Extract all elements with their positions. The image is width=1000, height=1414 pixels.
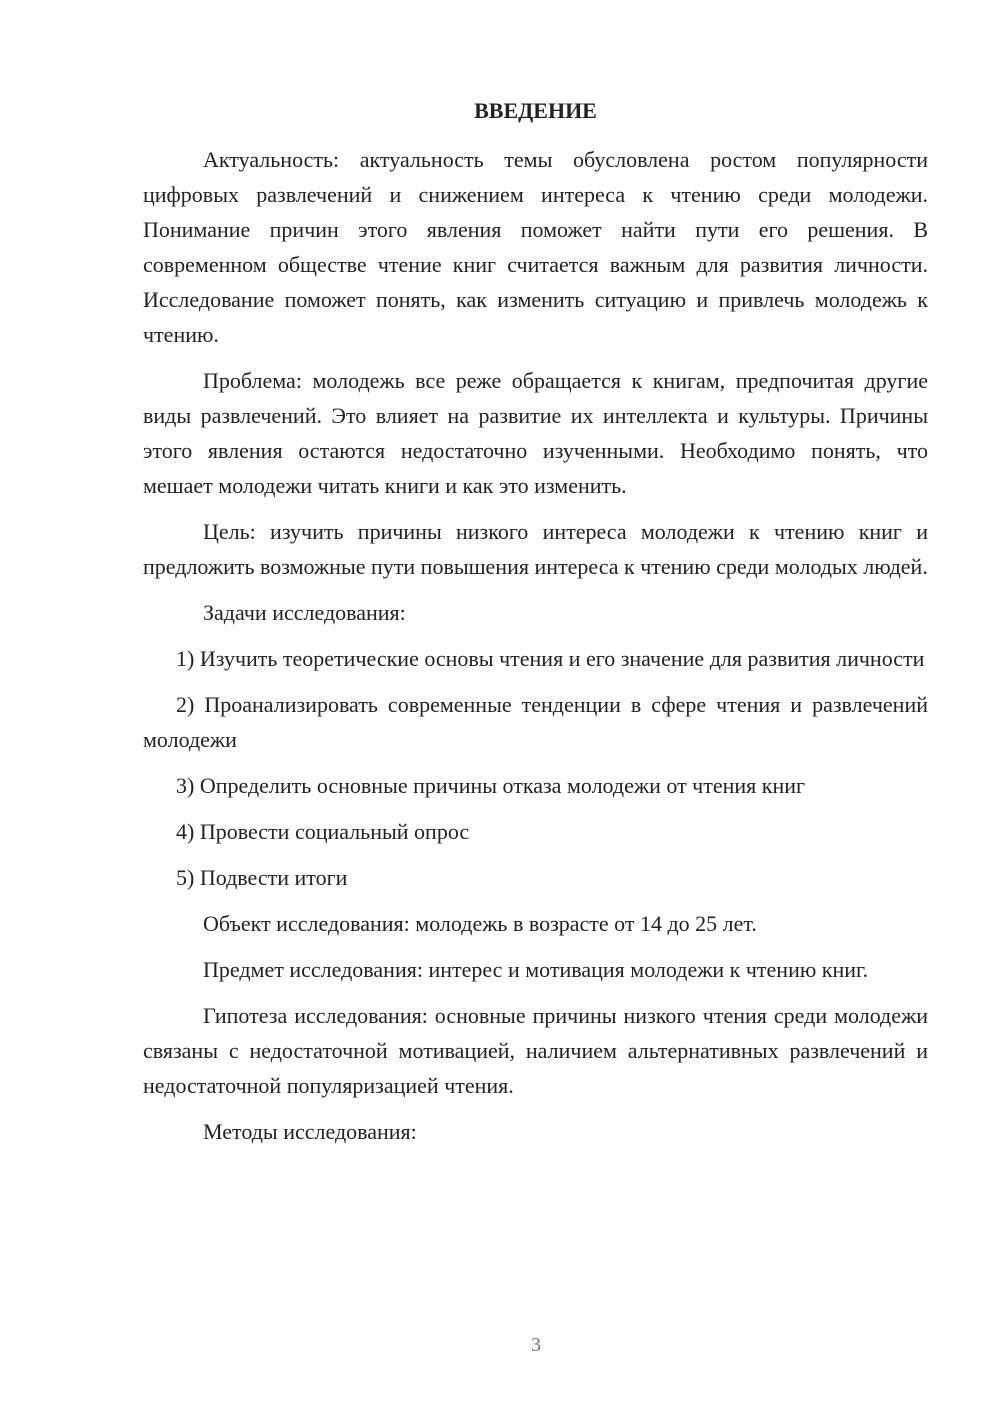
subject-paragraph: Предмет исследования: интерес и мотивация молодежи к чтению книг. [203,957,869,982]
task-item: 3) Определить основные причины отказа молодежи от чтения книг [176,773,806,798]
page-number: 3 [531,1334,541,1356]
task-item: 4) Провести социальный опрос [176,819,470,844]
tasks-heading: Задачи исследования: [203,600,406,625]
page-title: ВВЕДЕНИЕ [474,98,597,123]
relevance-paragraph: Актуальность: актуальность темы обусловлена ростом популярности цифровых развлечений и снижением интереса к чтению среди молодежи. Понимание причин этого явления поможет найти пути его решения. В современном обществе чтение книг считается важным для развития личности. Исследование поможет понять, как изменить ситуацию и привлечь молодежь к чтению. [143,147,928,347]
methods-heading: Методы исследования: [203,1119,417,1144]
task-item: 5) Подвести итоги [176,865,348,890]
task-item: 2) Проанализировать современные тенденции в сфере чтения и развлечений молодежи [143,692,928,752]
document-body [143,142,928,1160]
hypothesis-paragraph: Гипотеза исследования: основные причины низкого чтения среди молодежи связаны с недостаточной мотивацией, наличием альтернативных развлечений и недостаточной популяризацией чтения. [143,1003,928,1098]
object-paragraph: Объект исследования: молодежь в возрасте от 14 до 25 лет. [203,911,757,936]
task-item: 1) Изучить теоретические основы чтения и его значение для развития личности [176,646,925,671]
goal-paragraph: Цель: изучить причины низкого интереса молодежи к чтению книг и предложить возможные пути повышения интереса к чтению среди молодых людей. [143,519,928,579]
problem-paragraph: Проблема: молодежь все реже обращается к книгам, предпочитая другие виды развлечений. Это влияет на развитие их интеллекта и культуры. Причины этого явления остаются недостаточно изученными. Необходимо понять, что мешает молодежи читать книги и как это изменить. [143,368,928,498]
